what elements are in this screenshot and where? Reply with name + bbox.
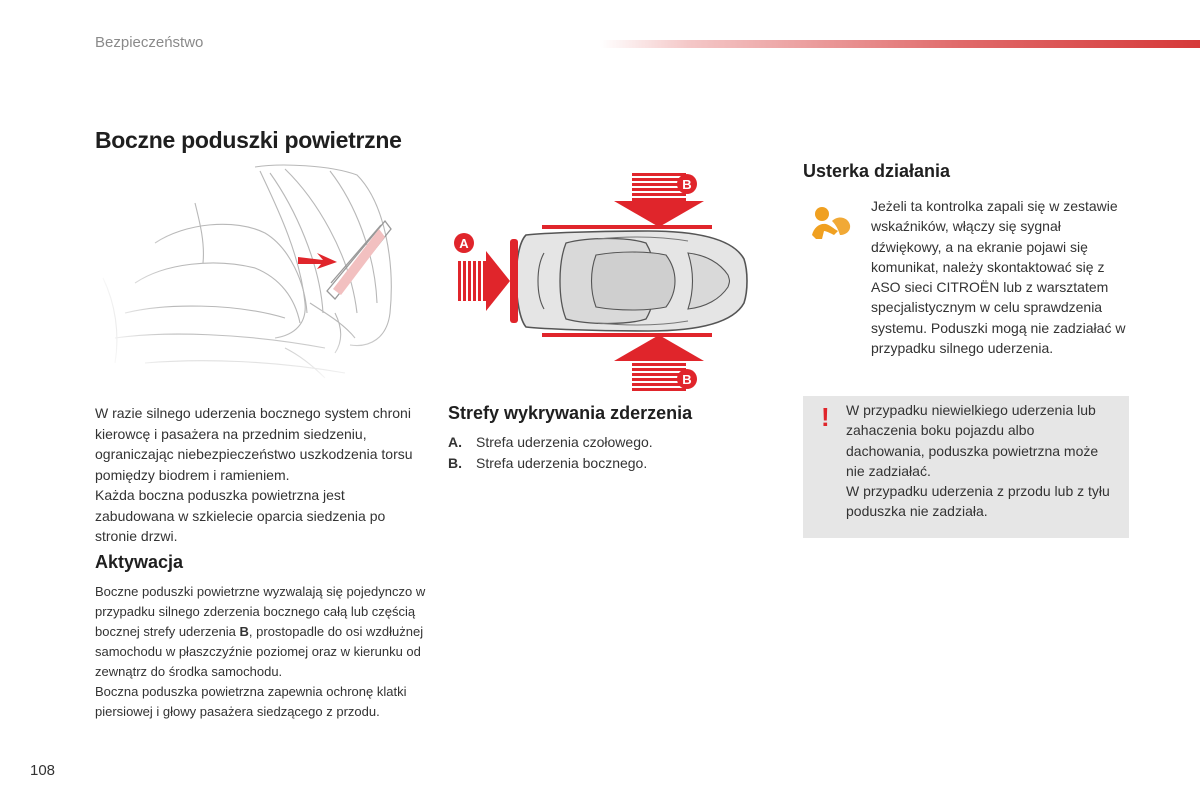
malfunction-text: Jeżeli ta kontrolka zapali się w zestawie wskaźników, włączy się sygnał dźwiękowy, a na ekranie pojawi się komunikat, należy skontaktować się z ASO sieci CITROËN lub z warsztatem specjalistycznym w celu sprawdzenia systemu. Poduszki mogą nie zadziałać w przypadku silnego uderzenia.: [871, 198, 1126, 357]
page-number: 108: [30, 762, 56, 779]
malfunction-heading: Usterka działania: [803, 161, 951, 181]
label-a: A: [459, 236, 469, 251]
notice-box: [803, 396, 1129, 538]
activation-paragraph-2: Boczna poduszka powietrzna zapewnia ochronę klatki piersiowej i głowy pasażera siedzącego z przodu.: [95, 684, 407, 719]
page-title: Boczne poduszki powietrzne: [95, 127, 402, 153]
label-b-top: B: [682, 177, 692, 192]
section-label: Bezpieczeństwo: [95, 34, 204, 51]
intro-paragraph-1: W razie silnego uderzenia bocznego system chroni kierowcę i pasażera na przednim siedzeniu, ograniczając niebezpieczeństwo uszkodzenia torsu pomiędzy biodrem i ramieniem.: [95, 405, 413, 483]
zone-key: B.: [448, 455, 462, 471]
zone-text: Strefa uderzenia bocznego.: [476, 455, 648, 471]
exclamation-icon: !: [821, 402, 830, 432]
label-b-bottom-badge: [677, 369, 697, 389]
intro-paragraph-2: Każda boczna poduszka powietrzna jest zabudowana w szkielecie oparcia siedzenia po stronie drzwi.: [95, 487, 386, 544]
zone-text: Strefa uderzenia czołowego.: [476, 434, 653, 450]
detection-zones-heading: Strefy wykrywania zderzenia: [448, 403, 693, 423]
notice-paragraph-1: W przypadku niewielkiego uderzenia lub zahaczenia boku pojazdu albo dachowania, poduszka powietrzna może nie zadziałać.: [846, 402, 1099, 479]
zone-item-b: [448, 453, 653, 474]
zone-key: A.: [448, 434, 462, 450]
activation-zone-letter: B: [239, 624, 249, 639]
header-accent-bar: [600, 40, 1200, 48]
car-top-view: [510, 225, 747, 337]
label-b-bottom: B: [682, 372, 692, 387]
label-b-top-badge: [677, 174, 697, 194]
activation-text: [95, 582, 430, 722]
frontal-impact-arrow-a: [456, 251, 510, 311]
activation-heading: Aktywacja: [95, 552, 184, 572]
intro-text: [95, 403, 425, 547]
detection-zones-list: [448, 432, 653, 474]
activation-text-part-1: Boczne poduszki powietrzne wyzwalają się pojedynczo w przypadku silnego zderzenia bocznego całą lub częścią bocznej strefy uderzenia: [95, 584, 426, 639]
airbag-warning-icon: [808, 205, 854, 245]
seat-illustration: [95, 163, 415, 385]
activation-text-part-2: , prostopadle do osi wzdłużnej samochodu w płaszczyźnie poziomej oraz w kierunku od zewnątrz do środka samochodu.: [95, 624, 424, 679]
label-a-badge: [454, 233, 474, 253]
notice-text: [846, 400, 1116, 522]
notice-paragraph-2: W przypadku uderzenia z przodu lub z tyłu poduszka nie zadziała.: [846, 483, 1110, 520]
zone-item-a: [448, 432, 653, 453]
activation-paragraph-1: [95, 582, 430, 682]
impact-zones-diagram: [448, 163, 760, 393]
